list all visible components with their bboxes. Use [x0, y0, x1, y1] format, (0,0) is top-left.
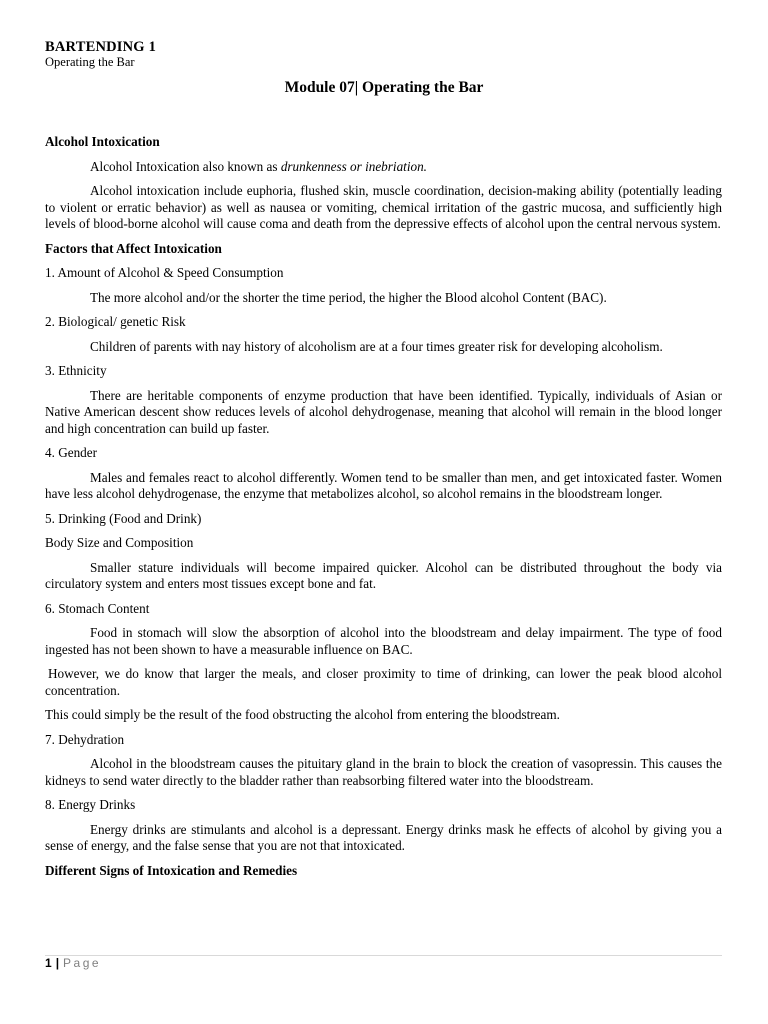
heading-factors: Factors that Affect Intoxication: [45, 240, 222, 256]
module-title: Module 07| Operating the Bar: [284, 79, 484, 96]
factor-3-text: There are heritable components of enzyme production that have been identified. Typically, individuals of Asian or Native American descent show reduces levels of alcohol dehydrogenase, meaning that alcohol will remain in the blood longer and high concentration can build up faster.: [45, 387, 722, 436]
factor-8-text: Energy drinks are stimulants and alcohol is a depressant. Energy drinks mask he effects of alcohol by giving you a sense of energy, and the false sense that you are not that intoxicated.: [45, 821, 722, 853]
footer-divider: [45, 955, 722, 956]
intox-definition-text: Alcohol Intoxication also known as: [90, 158, 281, 174]
factor-6-label: 6. Stomach Content: [45, 600, 150, 616]
factor-4-text: Males and females react to alcohol differently. Women tend to be smaller than men, and get intoxicated faster. Women have less alcohol dehydrogenase, the enzyme that metabolizes alcohol, so alcohol remains in the bloodstream longer.: [45, 469, 722, 501]
factor-3-label: 3. Ethnicity: [45, 363, 107, 378]
factor-7-label: 7. Dehydration: [45, 731, 125, 747]
heading-alcohol-intoxication: Alcohol Intoxication: [45, 134, 160, 149]
factor-6-text-3: This could simply be the result of the food obstructing the alcohol from entering the bloodstream.: [45, 707, 560, 722]
page-separator: |: [55, 956, 60, 970]
intox-symptoms-paragraph: Alcohol intoxication include euphoria, flushed skin, muscle coordination, decision-making ability (potentially leading to violent or erratic behavior) as well as nausea or vomiting, chemical irritation of the gastric mucosa, and sufficiently high levels of blood-borne alcohol will cause coma and death from the depressive effects of alcohol upon the central nervous system.: [45, 183, 722, 231]
factor-4-label: 4. Gender: [45, 445, 97, 460]
factor-1-label: 1. Amount of Alcohol & Speed Consumption: [45, 265, 284, 280]
page-label: Page: [63, 956, 102, 970]
factor-5-text: Smaller stature individuals will become impaired quicker. Alcohol can be distributed throughout the body via circulatory system and enters most tissues except bone and fat.: [45, 559, 722, 591]
heading-signs-remedies: Different Signs of Intoxication and Remedies: [45, 862, 298, 878]
factor-5-sublabel: Body Size and Composition: [45, 535, 194, 550]
intox-definition: [45, 159, 722, 176]
factor-6-text-2: However, we do know that larger the meals, and closer proximity to time of drinking, can lower the peak blood alcohol concentration.: [45, 666, 722, 698]
factor-6-text-1: Food in stomach will slow the absorption of alcohol into the bloodstream and delay impairment. The type of food ingested has not been shown to have a measurable influence on BAC.: [45, 625, 722, 657]
document-body: [45, 134, 722, 887]
factor-7-text: Alcohol in the bloodstream causes the pituitary gland in the brain to block the creation of vasopressin. This causes the kidneys to send water directly to the bladder rather than reabsorbing filtered water into the bloodstream.: [45, 756, 722, 788]
page-footer: [45, 956, 101, 970]
factor-5-label: 5. Drinking (Food and Drink): [45, 510, 202, 526]
course-title: BARTENDING 1: [45, 39, 157, 55]
factor-8-label: 8. Energy Drinks: [45, 797, 136, 812]
intox-definition-emphasis: drunkenness or inebriation.: [280, 158, 427, 174]
factor-2-label: 2. Biological/ genetic Risk: [45, 314, 186, 329]
page-number: 1: [45, 956, 52, 970]
factor-1-text: The more alcohol and/or the shorter the time period, the higher the Blood alcohol Content (BAC).: [90, 289, 607, 305]
course-subtitle: Operating the Bar: [45, 55, 135, 69]
factor-2-text: Children of parents with nay history of alcoholism are at a four times greater risk for developing alcoholism.: [90, 338, 663, 354]
